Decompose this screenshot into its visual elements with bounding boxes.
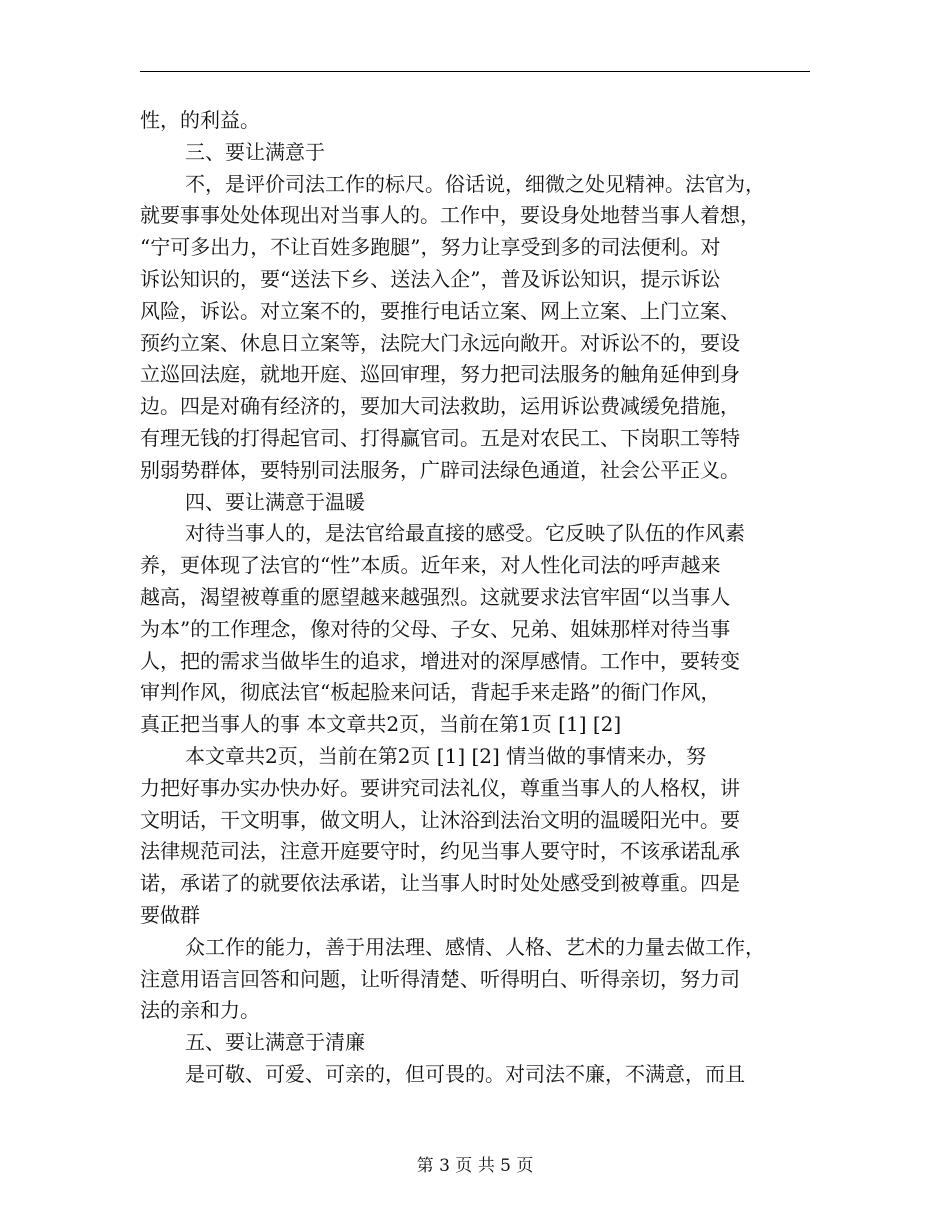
text-line: 有理无钱的打得起官司、打得赢官司。五是对农民工、下岗职工等特: [140, 425, 740, 450]
text-line: “宁可多出力，不让百姓多跑腿”，努力让享受到多的司法便利。对: [140, 235, 721, 260]
text-line: 人，把的需求当做毕生的追求，增进对的深厚感情。工作中，要转变: [140, 648, 740, 673]
text-line: 是可敬、可爱、可亲的，但可畏的。对司法不廉，不满意，而且: [185, 1061, 745, 1086]
text-line: 众工作的能力，善于用法理、感情、人格、艺术的力量去做工作，: [185, 934, 765, 959]
text-line: 不，是评价司法工作的标尺。俗话说，细微之处见精神。法官为，: [185, 171, 765, 196]
text-line: 诉讼知识的，要“送法下乡、送法入企”，普及诉讼知识，提示诉讼: [140, 266, 721, 291]
text-line: 越高，渴望被尊重的愿望越来越强烈。这就要求法官牢固“以当事人: [140, 584, 731, 609]
text-line: 文明话，干文明事，做文明人，让沐浴到法治文明的温暖阳光中。要: [140, 807, 740, 832]
text-line: 法的亲和力。: [140, 998, 260, 1023]
text-line: 边。四是对确有经济的，要加大司法救助，运用诉讼费减缓免措施，: [140, 394, 740, 419]
header-rule: [140, 71, 810, 72]
text-line: 法律规范司法，注意开庭要守时，约见当事人要守时，不该承诺乱承: [140, 839, 740, 864]
text-line: 别弱势群体，要特别司法服务，广辟司法绿色通道，社会公平正义。: [140, 457, 740, 482]
section-heading: 五、要让满意于清廉: [185, 1030, 365, 1055]
text-line: 真正把当事人的事 本文章共2页，当前在第1页 [1] [2]: [140, 712, 622, 737]
text-line: 注意用语言回答和问题，让听得清楚、听得明白、听得亲切，努力司: [140, 966, 740, 991]
text-line: 对待当事人的，是法官给最直接的感受。它反映了队伍的作风素: [185, 521, 745, 546]
text-line: 诺，承诺了的就要依法承诺，让当事人时时处处感受到被尊重。四是: [140, 871, 740, 896]
text-line: 立巡回法庭，就地开庭、巡回审理，努力把司法服务的触角延伸到身: [140, 362, 740, 387]
text-line: 力把好事办实办快办好。要讲究司法礼仪，尊重当事人的人格权，讲: [140, 775, 740, 800]
text-line: 预约立案、休息日立案等，法院大门永远向敞开。对诉讼不的，要设: [140, 330, 740, 355]
text-line: 性，的利益。: [140, 108, 260, 132]
text-line: 就要事事处处体现出对当事人的。工作中，要设身处地替当事人着想，: [140, 203, 760, 228]
text-line: 风险，诉讼。对立案不的，要推行电话立案、网上立案、上门立案、: [140, 298, 740, 323]
text-line: 审判作风，彻底法官“板起脸来问话，背起手来走路”的衙门作风，: [140, 680, 721, 705]
text-line: 为本”的工作理念，像对待的父母、子女、兄弟、姐妹那样对待当事: [140, 616, 731, 641]
text-line: 养，更体现了法官的“性”本质。近年来，对人性化司法的呼声越来: [140, 553, 721, 578]
section-heading: 四、要让满意于温暖: [185, 489, 365, 514]
page-number: 第 3 页 共 5 页: [416, 1156, 534, 1176]
document-body: [140, 105, 815, 1091]
section-heading: 三、要让满意于: [185, 139, 325, 164]
text-line: 本文章共2页，当前在第2页 [1] [2] 情当做的事情来办，努: [185, 743, 707, 768]
text-line: 要做群: [140, 902, 200, 927]
